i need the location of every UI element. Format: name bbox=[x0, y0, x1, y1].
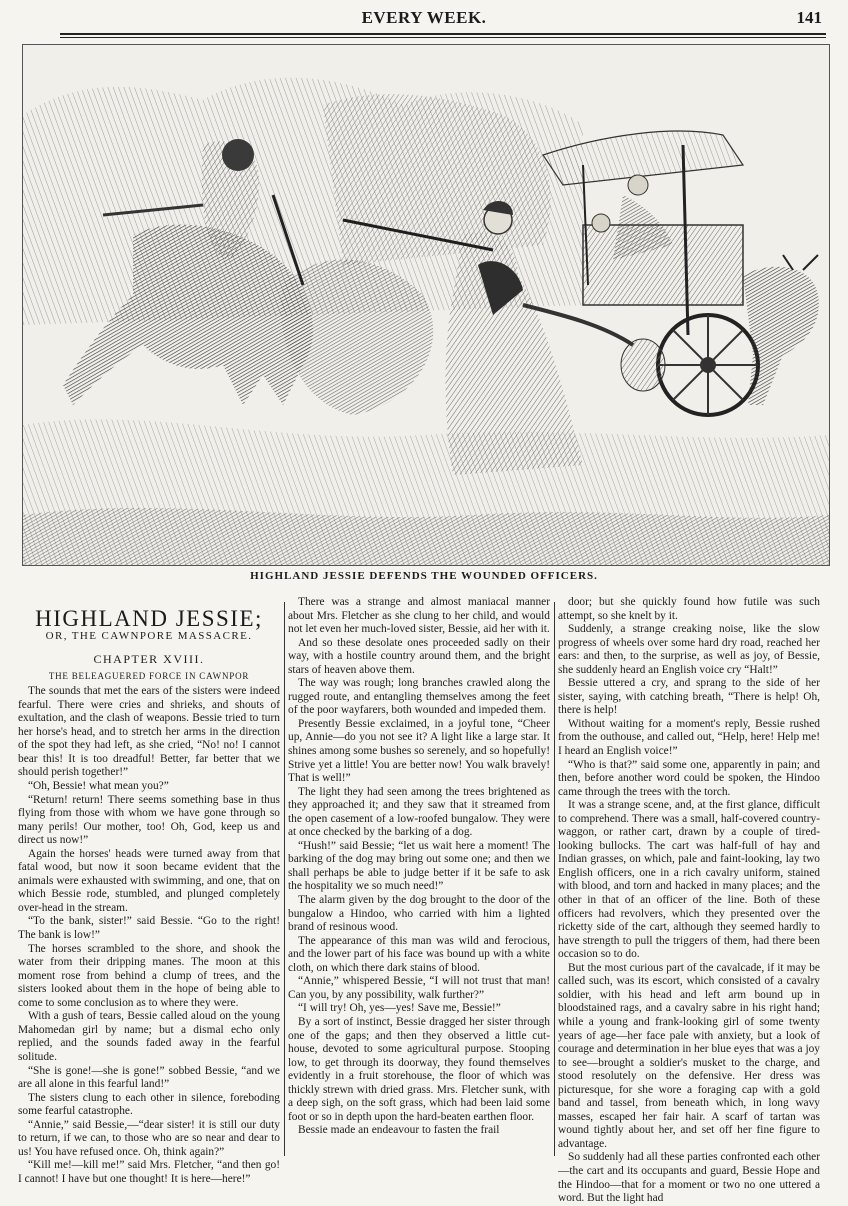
paragraph: The alarm given by the dog brought to the door of the bungalow a Hindoo, who carried with him a lighted brand of resinous wood. bbox=[288, 894, 550, 934]
paragraph: door; but she quickly found how futile was such attempt, so she knelt by it. bbox=[558, 596, 820, 622]
paragraph: The sounds that met the ears of the sisters were indeed fearful. There were cries and shrieks, and shouts of exultation, and the clash of weapons. Bessie tried to turn her horse's head, and to stretch her arms in the direction of the spot they had left, as she cried, “No! no! I cannot bear this! It is too dreadful! Better, far better that we should perish together!” bbox=[18, 685, 280, 779]
header-rule bbox=[60, 33, 826, 38]
text-column-2 bbox=[288, 596, 550, 1156]
engraving-illustration bbox=[22, 44, 830, 566]
paragraph: Bessie made an endeavour to fasten the frail bbox=[298, 1124, 500, 1137]
chapter-heading: CHAPTER XVIII. bbox=[93, 652, 205, 667]
illustration-caption: HIGHLAND JESSIE DEFENDS THE WOUNDED OFFICERS. bbox=[250, 570, 598, 582]
paragraph: Again the horses' heads were turned away from that fatal wood, but now it soon became evident that the animals were exhausted with swimming, and one, that on which Bessie rode, stumbled, and plunged completely over-head in the stream. bbox=[18, 847, 280, 914]
paragraph: “Annie,” said Bessie,—“dear sister! it is still our duty to return, if we can, to those who are so near and dear to us! You have refused once. Oh, think again?” bbox=[18, 1118, 280, 1158]
paragraph: “To the bank, sister!” said Bessie. “Go to the right! The bank is low!” bbox=[18, 915, 280, 942]
paragraph: “Who is that?” said some one, apparently in pain; and then, before another word could be spoken, the Hindoo came through the trees with the torch. bbox=[558, 758, 820, 798]
text-column-3 bbox=[558, 596, 820, 1205]
paragraph: “Annie,” whispered Bessie, “I will not trust that man! Can you, by any possibility, walk further?” bbox=[288, 975, 550, 1001]
paragraph: And so these desolate ones proceeded sadly on their way, with a hostile country around them, and the bright stars of heaven above them. bbox=[288, 636, 550, 676]
page-number: 141 bbox=[796, 8, 822, 27]
paragraph: But the most curious part of the cavalcade, if it may be called such, was its escort, which consisted of a cavalry soldier, with his head and left arm bound up in bloodstained rags, and a cavalry sabre in his right hand; while a young and frank-looking girl of some twenty years of age—her face pale with anxiety, but a look of courage and determination in her blue eyes that was a joy to see—brought a soldier's musket to the charge, and stood resolutely on the defensive. Her dress was picturesque, for she wore a foraging cap with a gold band and tassel, from beneath which, in long wavy masses, escaped her fair hair. A scarf of tartan was wound tightly about her, and set off her fine figure to advantage. bbox=[558, 961, 820, 1150]
story-subtitle: OR, THE CAWNPORE MASSACRE. bbox=[45, 629, 253, 642]
paragraph: “Kill me!—kill me!” said Mrs. Fletcher, “and then go! I cannot! I have but one thought! It is here—here!” bbox=[18, 1159, 280, 1185]
page-header bbox=[0, 0, 848, 40]
paragraph: Suddenly, a strange creaking noise, like the slow progress of wheels over some hard dry road, reached her ears: and then, to the surprise, as well as joy, of Bessie, she suddenly heard an English voice cry “Halt!” bbox=[558, 623, 820, 676]
paragraph: By a sort of instinct, Bessie dragged her sister through one of the gaps; and then they observed a little cut-house, devoted to some agricultural purpose. Stooping low, to get through its doorway, they found themselves evidently in a fruit storehouse, the floor of which was thickly strewn with dried grass. Mrs. Fletcher sunk, with a deep sigh, on the soft grass, which had been laid some foot or so in depth upon the hard-beaten earthen floor. bbox=[288, 1015, 550, 1123]
paragraph: “She is gone!—she is gone!” sobbed Bessie, “and we are all alone in this fearful land!” bbox=[18, 1064, 280, 1091]
paragraph: It was a strange scene, and, at the first glance, difficult to comprehend. There was a small, half-covered country-waggon, or rather cart, drawn by a couple of tired-looking bullocks. The cart was half-full of hay and Indian grasses, on which, pale and faint-looking, lay two English officers, one in a rich cavalry uniform, stained with blood, and torn and hacked in many places; and the other in that of an officer of the line. Both of these officers had revolvers, which they presented over the ricketty side of the cart, although they seemed hardly to have strength to pull the triggers of them, had there been occasion so to do. bbox=[558, 799, 820, 961]
paragraph: “Oh, Bessie! what mean you?” bbox=[28, 780, 169, 793]
paragraph: The horses scrambled to the shore, and shook the water from their dripping manes. The moon at this moment rose from behind a clump of trees, and the sisters looked about them in the hope of being able to come to some conclusion as to where they were. bbox=[18, 942, 280, 1009]
text-column-1 bbox=[18, 596, 280, 1185]
article-columns bbox=[18, 596, 834, 1205]
paragraph: There was a strange and almost maniacal manner about Mrs. Fletcher as she clung to her child, and would not let even her much-loved sister, Bessie, aid her with it. bbox=[288, 596, 550, 636]
paragraph: With a gush of tears, Bessie called aloud on the young Mahomedan girl by name; but a dismal echo only replied, and the sounds faded away in the fearful solitude. bbox=[18, 1010, 280, 1063]
paragraph: Without waiting for a moment's reply, Bessie rushed from the outhouse, and called out, “Help, here! Help me! I heard an English voice!” bbox=[558, 717, 820, 758]
paragraph: Bessie uttered a cry, and sprang to the side of her sister, saying, with catching breath, “There is help! Oh, there is help! bbox=[558, 677, 820, 717]
paragraph: Presently Bessie exclaimed, in a joyful tone, “Cheer up, Annie—do you not see it? A light like a large star. It shines among some bushes so serenely, and so hopefully! Strive yet a little! You are better now! You walk bravely! That is well!” bbox=[288, 717, 550, 785]
paragraph: The appearance of this man was wild and ferocious, and the lower part of his face was bound up with a white cloth, on which there dark stains of blood. bbox=[288, 934, 550, 974]
column-rule bbox=[284, 602, 285, 1156]
running-title: EVERY WEEK. bbox=[361, 8, 487, 27]
paragraph: The sisters clung to each other in silence, foreboding some fearful catastrophe. bbox=[18, 1091, 280, 1118]
paragraph: “Hush!” said Bessie; “let us wait here a moment! The barking of the dog may bring out some one; and then we shall perhaps be able to judge better if it be safe to ask the hospitality we so much need!” bbox=[288, 839, 550, 893]
chapter-title: THE BELEAGUERED FORCE IN CAWNPOR bbox=[48, 670, 250, 681]
story-title: HIGHLAND JESSIE; bbox=[35, 606, 263, 631]
column-rule bbox=[554, 602, 555, 1156]
paragraph: “Return! return! There seems something base in thus flying from those with whom we have gone through so many perils! Our mother, too! Oh, God, keep us and direct us now!” bbox=[18, 793, 280, 847]
paragraph: “I will try! Oh, yes—yes! Save me, Bessie!” bbox=[298, 1002, 501, 1015]
paragraph: The light they had seen among the trees brightened as they approached it; and they saw that it streamed from the open casement of a low-roofed bungalow. They were at once checked by the barking of a dog. bbox=[288, 785, 550, 839]
paragraph: So suddenly had all these parties confronted each other—the cart and its occupants and guard, Bessie Hope and the Hindoo—that for a moment or two no one uttered a word. But the light had bbox=[558, 1151, 820, 1205]
paragraph: The way was rough; long branches crawled along the rugged route, and entangling themselves among the feet of the poor wayfarers, both wounded and impeded them. bbox=[288, 677, 550, 717]
